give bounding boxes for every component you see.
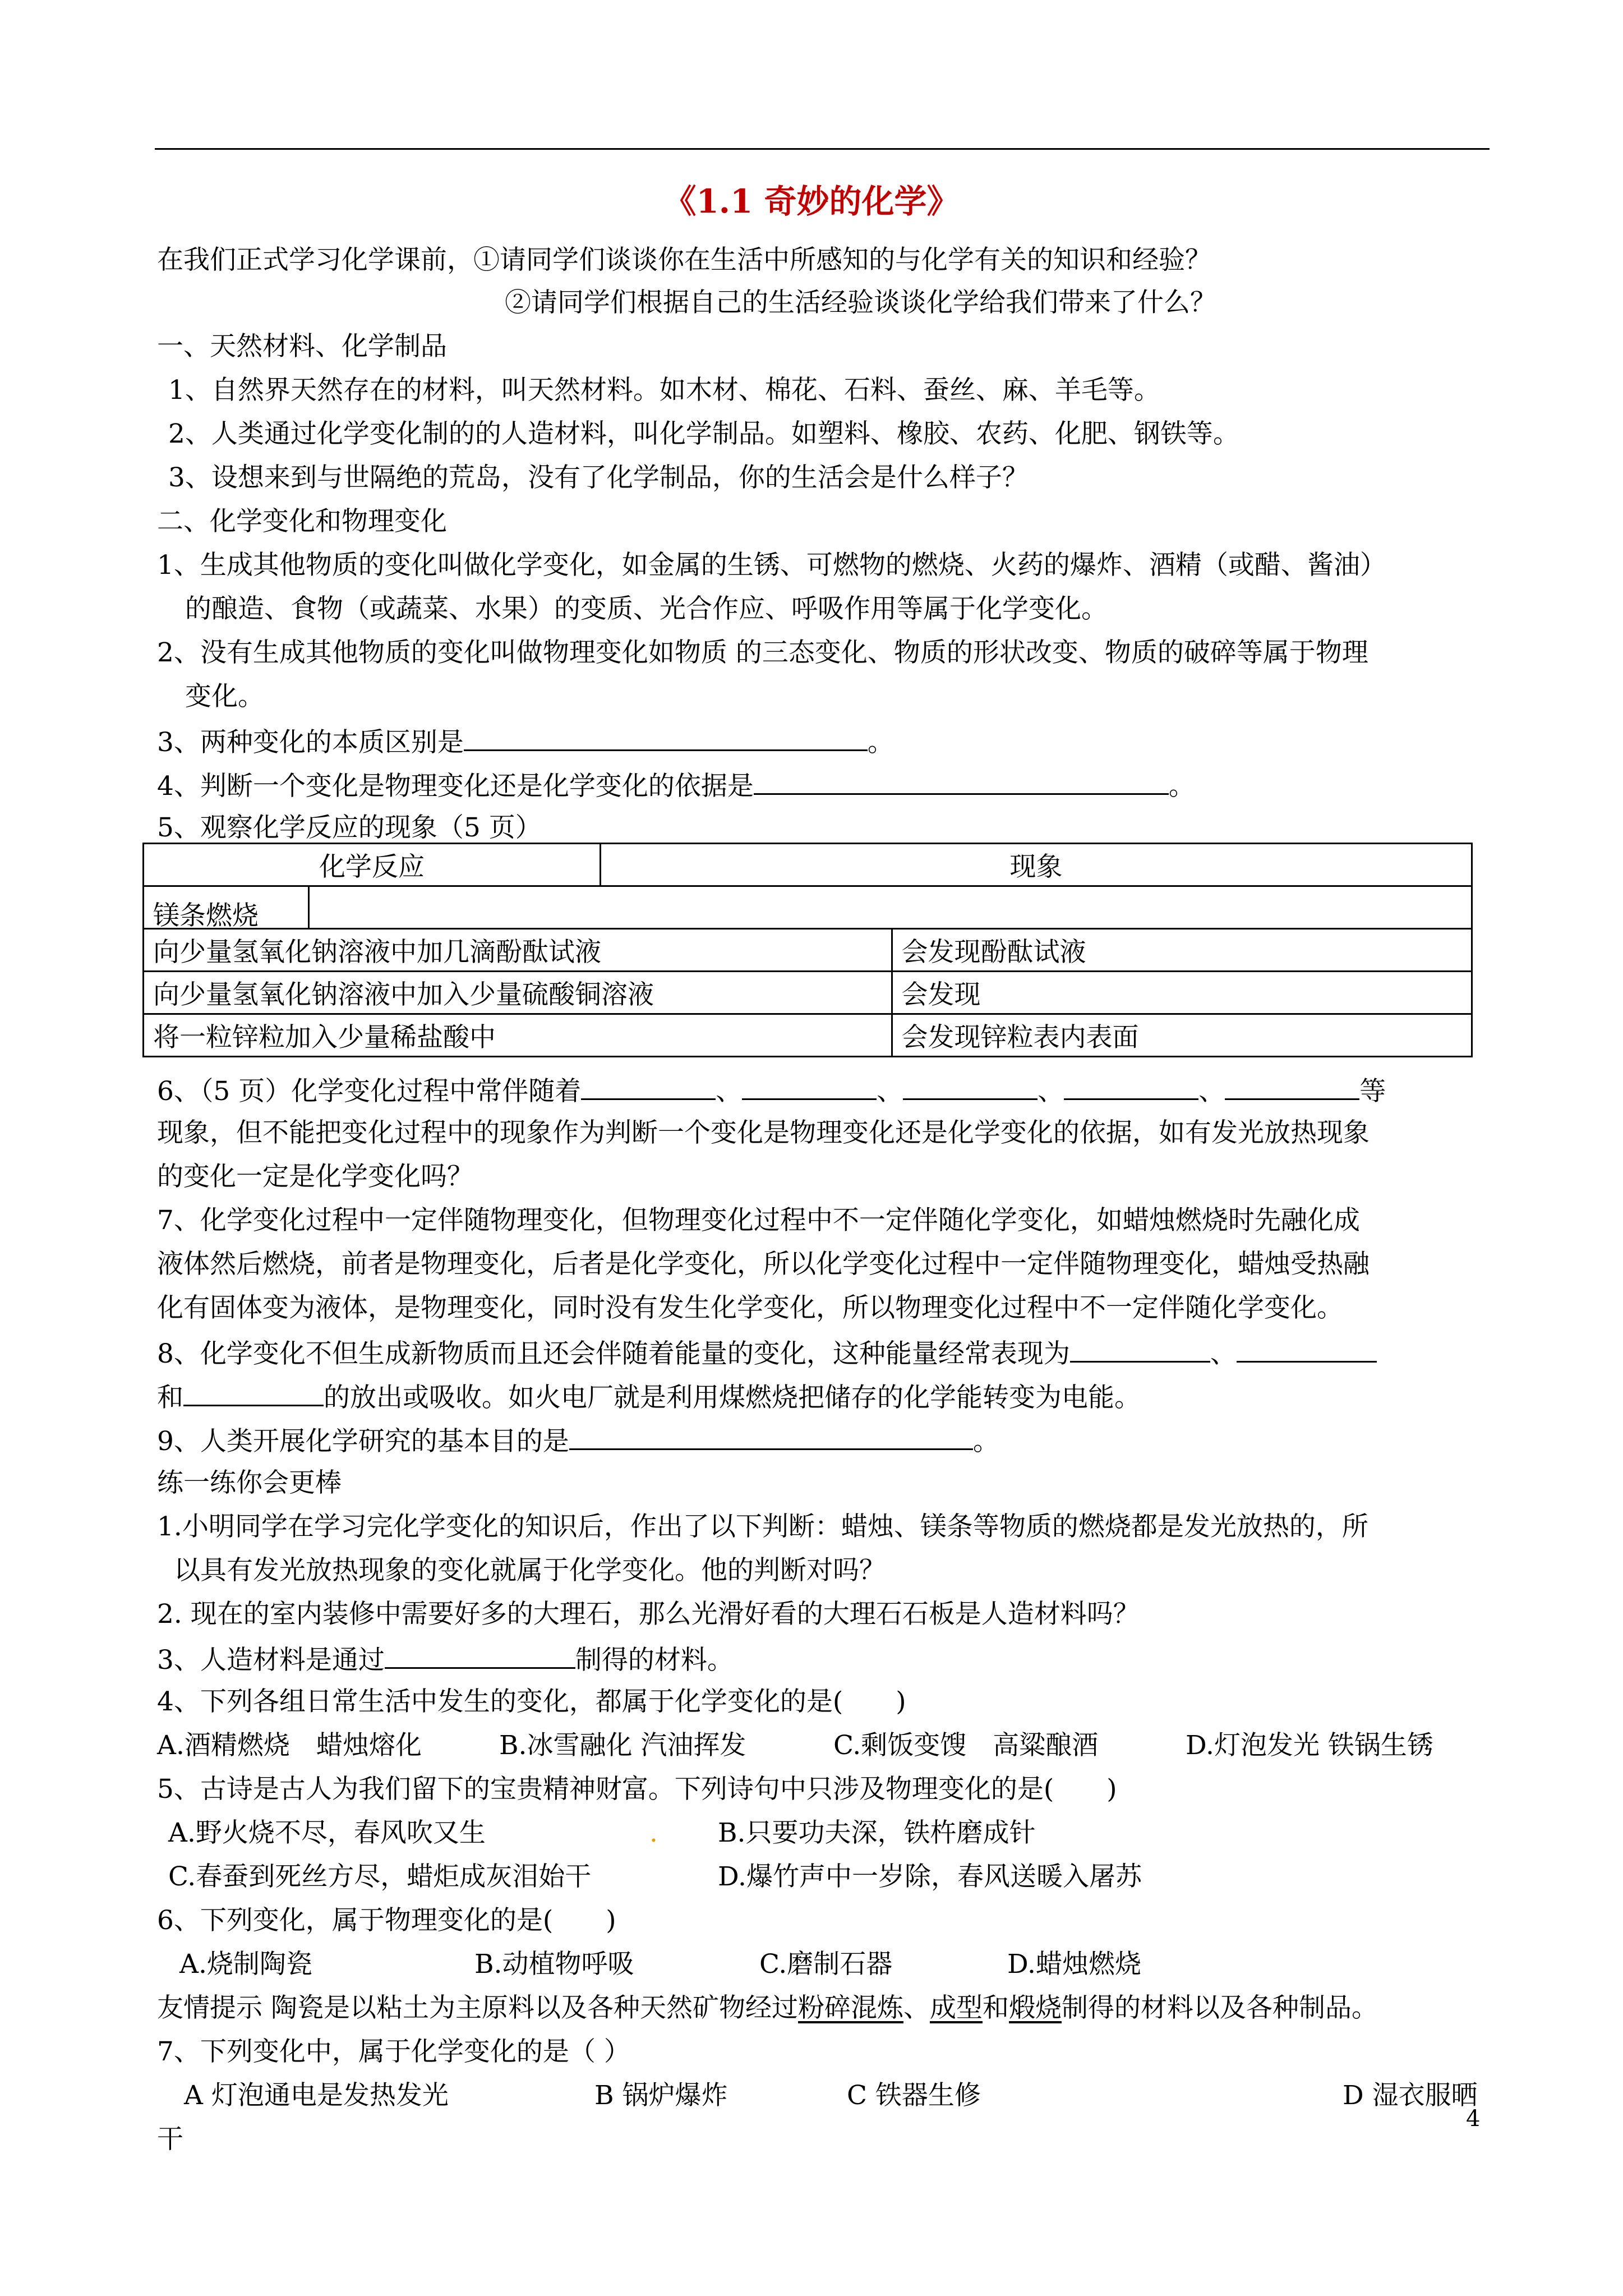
table-cell-reaction: 向少量氢氧化钠溶液中加入少量硫酸铜溶液	[144, 972, 892, 1014]
section2-item5: 5、观察化学反应的现象（5 页）	[157, 812, 542, 843]
q6-option-d: D.蜡烛燃烧	[1007, 1949, 1141, 1980]
section1-heading: 一、天然材料、化学制品	[157, 331, 447, 362]
answer-blank[interactable]	[1237, 1338, 1377, 1363]
table-header-reaction: 化学反应	[144, 844, 601, 886]
item4-text: 4、判断一个变化是物理变化还是化学变化的依据是	[157, 771, 754, 802]
table-row	[144, 1014, 1472, 1057]
section1-item-2: 2、人类通过化学变化制的的人造材料，叫化学制品。如塑料、橡胶、农药、化肥、钢铁等。	[168, 418, 1239, 449]
q4-option-b: B.冰雪融化 汽油挥发	[499, 1730, 746, 1761]
item8-text-end: 的放出或吸收。如火电厂就是利用煤燃烧把储存的化学能转变为电能。	[324, 1382, 1141, 1413]
answer-blank[interactable]	[569, 1426, 973, 1450]
item8-line-b	[157, 1382, 1141, 1411]
section2-item2-line-a: 2、没有生成其他物质的变化叫做物理变化如物质 的三态变化、物质的形状改变、物质的破碎等属于物理	[157, 637, 1368, 668]
table-row	[144, 972, 1472, 1014]
section2-item4	[157, 771, 1195, 802]
table-header-phenomenon: 现象	[601, 844, 1472, 886]
q4-option-a: A.酒精燃烧 蜡烛熔化	[157, 1730, 422, 1761]
item3-period: 。	[867, 727, 894, 758]
practice-q5: 5、古诗是古人为我们留下的宝贵精神财富。下列诗句中只涉及物理变化的是( )	[157, 1774, 1117, 1805]
separator: 、	[903, 1993, 930, 2023]
answer-blank[interactable]	[464, 727, 868, 751]
header-rule	[155, 148, 1490, 150]
item6-text: 6、（5 页）化学变化过程中常伴随着	[157, 1076, 582, 1107]
section2-item1-line-b: 的酿造、食物（或蔬菜、水果）的变质、光合作应、呼吸作用等属于化学变化。	[185, 593, 1108, 624]
item8-text: 8、化学变化不但生成新物质而且还会伴随着能量的变化，这种能量经常表现为	[157, 1338, 1070, 1369]
section1-item-1: 1、自然界天然存在的材料，叫天然材料。如木材、棉花、石料、蚕丝、麻、羊毛等。	[168, 375, 1160, 406]
item9	[157, 1426, 999, 1455]
table-cell-phenomenon: 会发现	[892, 972, 1472, 1014]
tip-text-end: 制得的材料以及各种制品。	[1061, 1993, 1378, 2023]
item9-text: 9、人类开展化学研究的基本目的是	[157, 1426, 569, 1457]
answer-blank[interactable]	[754, 771, 1169, 795]
item9-period: 。	[972, 1426, 999, 1457]
answer-blank[interactable]	[1064, 1076, 1198, 1100]
q5-option-a: A.野火烧不尽，春风吹又生	[168, 1818, 486, 1848]
tip-and: 和	[982, 1993, 1009, 2023]
item3-text: 3、两种变化的本质区别是	[157, 727, 464, 758]
answer-blank[interactable]	[742, 1076, 877, 1100]
separator: 、	[877, 1076, 903, 1107]
q3-text: 3、人造材料是通过	[157, 1645, 385, 1676]
q5-dot: .	[649, 1818, 658, 1848]
cell-divider	[308, 887, 310, 928]
q5-option-d: D.爆竹声中一岁除，春风送暖入屠苏	[718, 1861, 1142, 1892]
practice-q7: 7、下列变化中，属于化学变化的是（ ）	[157, 2036, 630, 2067]
separator: 、	[1210, 1338, 1237, 1369]
q4-option-c: C.剩饭变馊 高粱酿酒	[833, 1730, 1099, 1761]
table-header-row	[144, 844, 1472, 886]
q5-option-b: B.只要功夫深，铁杵磨成针	[718, 1818, 1036, 1848]
q7-option-d-wrap: 干	[157, 2124, 183, 2155]
answer-blank[interactable]	[183, 1382, 324, 1406]
table-cell-reaction: 将一粒锌粒加入少量稀盐酸中	[144, 1014, 892, 1057]
answer-blank[interactable]	[1070, 1338, 1210, 1363]
practice-q1-line-b: 以具有发光放热现象的变化就属于化学变化。他的判断对吗？	[174, 1555, 886, 1586]
section2-item1-line-a: 1、生成其他物质的变化叫做化学变化，如金属的生锈、可燃物的燃烧、火药的爆炸、酒精（或醋、酱油）	[157, 550, 1386, 581]
answer-blank[interactable]	[903, 1076, 1038, 1100]
tip-underlined: 成型	[929, 1993, 983, 2023]
table-cell-reaction: 镁条燃烧	[153, 900, 259, 931]
q7-option-a: A 灯泡通电是发热发光	[184, 2080, 449, 2111]
practice-q4: 4、下列各组日常生活中发生的变化，都属于化学变化的是( )	[157, 1686, 906, 1717]
table-row	[144, 929, 1472, 972]
item4-period: 。	[1168, 771, 1195, 802]
section1-item-3: 3、设想来到与世隔绝的荒岛，没有了化学制品，你的生活会是什么样子？	[168, 462, 1029, 493]
section2-heading: 二、化学变化和物理变化	[157, 506, 447, 537]
tip-underlined: 煅烧	[1008, 1993, 1062, 2023]
answer-blank[interactable]	[1225, 1076, 1359, 1100]
q6-option-b: B.动植物呼吸	[474, 1949, 634, 1980]
practice-q1-line-a: 1.小明同学在学习完化学变化的知识后，作出了以下判断：蜡烛、镁条等物质的燃烧都是发光放热的，所	[157, 1511, 1368, 1542]
q3-text-end: 制得的材料。	[575, 1645, 734, 1676]
observation-table	[142, 843, 1473, 1057]
q7-option-c: C 铁器生修	[847, 2080, 981, 2111]
practice-q2: 2. 现在的室内装修中需要好多的大理石，那么光滑好看的大理石石板是人造材料吗？	[157, 1599, 1140, 1630]
table-row	[144, 886, 1472, 929]
section2-item2-line-b: 变化。	[185, 681, 264, 712]
answer-blank[interactable]	[385, 1645, 575, 1669]
item6-line-a	[157, 1076, 1386, 1105]
friendly-tip	[157, 1995, 1378, 2023]
page-title: 《1.1 奇妙的化学》	[663, 182, 960, 220]
section2-item3	[157, 727, 894, 756]
practice-q6: 6、下列变化，属于物理变化的是( )	[157, 1905, 616, 1936]
item6-line-b: 现象，但不能把变化过程中的现象作为判断一个变化是物理变化还是化学变化的依据，如有发光放热现象	[157, 1117, 1370, 1148]
item8-line-a	[157, 1338, 1377, 1367]
table-cell-reaction: 向少量氢氧化钠溶液中加几滴酚酞试液	[144, 929, 892, 972]
q6-option-c: C.磨制石器	[759, 1949, 893, 1980]
intro-line-1: 在我们正式学习化学课前，①请同学们谈谈你在生活中所感知的与化学有关的知识和经验？	[157, 245, 1211, 275]
q5-option-c: C.春蚕到死丝方尽，蜡炬成灰泪始干	[168, 1861, 592, 1892]
item7-line-3: 化有固体变为液体，是物理变化，同时没有发生化学变化，所以物理变化过程中不一定伴随化学变化。	[157, 1292, 1343, 1323]
answer-blank[interactable]	[581, 1076, 716, 1100]
item6-line-c: 的变化一定是化学变化吗？	[157, 1161, 473, 1192]
item7-line-1: 7、化学变化过程中一定伴随物理变化，但物理变化过程中不一定伴随化学变化，如蜡烛燃烧时先融化成	[157, 1205, 1360, 1236]
item7-line-2: 液体然后燃烧，前者是物理变化，后者是化学变化，所以化学变化过程中一定伴随物理变化，蜡烛受热融	[157, 1249, 1370, 1280]
separator: 、	[1198, 1076, 1225, 1107]
practice-heading: 练一练你会更棒	[157, 1467, 342, 1498]
separator: 、	[716, 1076, 743, 1107]
q6-option-a: A.烧制陶瓷	[179, 1949, 312, 1980]
separator: 、	[1038, 1076, 1064, 1107]
item8-and: 和	[157, 1382, 183, 1413]
q7-option-b: B 锅炉爆炸	[594, 2080, 728, 2111]
practice-q3	[157, 1645, 734, 1676]
tip-text: 友情提示 陶瓷是以粘土为主原料以及各种天然矿物经过	[157, 1993, 798, 2023]
q7-option-d: D 湿衣服晒	[1343, 2080, 1478, 2111]
intro-line-2: ②请同学们根据自己的生活经验谈谈化学给我们带来了什么？	[505, 287, 1216, 318]
table-cell-phenomenon: 会发现锌粒表内表面	[892, 1014, 1472, 1057]
tip-underlined: 粉碎混炼	[797, 1993, 903, 2023]
page-number: 4	[1466, 2106, 1481, 2132]
q4-option-d: D.灯泡发光 铁锅生锈	[1186, 1730, 1433, 1761]
item6-end: 等	[1359, 1076, 1386, 1107]
table-cell-phenomenon: 会发现酚酞试液	[892, 929, 1472, 972]
